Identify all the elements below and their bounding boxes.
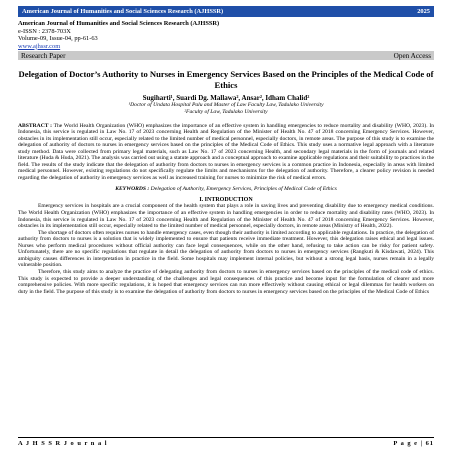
journal-url-link[interactable]: www.ajhssr.com xyxy=(18,42,61,50)
author-list: Sugiharti¹, Suardi Dg. Mallawa², Ansar², Idham Chalid² xyxy=(142,94,310,103)
journal-banner xyxy=(18,6,434,17)
journal-meta xyxy=(18,20,434,50)
page-footer xyxy=(18,437,434,447)
paper-title: Delegation of Doctor’s Authority to Nurses in Emergency Services Based on the Principles of the Medical Code of Ethics xyxy=(18,69,434,90)
abstract-label: ABSTRACT : xyxy=(18,122,52,129)
section-heading: I. INTRODUCTION xyxy=(199,197,253,204)
article-type-bar xyxy=(18,51,434,60)
body-paragraph: The shortage of doctors often requires nurses to handle emergency cases, even though their authority is limited according to applicable regulations. In practice, the delegation of authority from doctors to nurses is a solution that is widely implemented to ensure that patients receive immediate treatment. However, this delegation raises ethical and legal issues. Nurses who perform medical procedures without official authority can face legal consequences, while on the other hand, refusing to take action can be risky for patient safety. Unfortunately, there are no specific regulations that regulate in detail the delegation of authority from doctors to nurses in emergency services (Rangkuti & Kisdawati, 2024). This ambiguity causes differences in interpretation in practice in the field. Some hospitals may implement internal policies, but without a strong legal basis, nurses remain in a legally vulnerable position. xyxy=(18,229,434,269)
article-type: Research Paper xyxy=(21,51,66,60)
body-paragraph: Therefore, this study aims to analyze the practice of delegating authority from doctors to nurses in emergency services based on the principles of the medical code of ethics. This study is expected to provide a deeper understanding of the challenges and legal consequences of this practice and become input for the formulation of clearer and more comprehensive policies. With more specific regulations, it is hoped that emergency services can run more effectively without causing ethical or legal dilemmas for health workers on duty in the field. The purpose of this study is to examine the delegation of authority from doctors to nurses in emergency services based on the principles of the Medical Code of Ethics xyxy=(18,268,434,295)
journal-title: American Journal of Humanities and Social Sciences Research (AJHSSR) xyxy=(18,20,220,27)
keywords-label: KEYWORDS : xyxy=(115,186,150,193)
footer-journal: A J H S S R J o u r n a l xyxy=(18,440,108,447)
page-number: P a g e | 61 xyxy=(393,440,434,447)
page xyxy=(18,6,434,295)
keywords-text: Delegation of Authority, Emergency Services, Principles of Medical Code of Ethics xyxy=(150,186,337,193)
abstract-text: The World Health Organization (WHO) emphasizes the importance of an effective system in handling emergencies to reduce mortality and disability (WHO, 2023). In Indonesia, this service is regulated in Law No. 17 of 2023 concerning Health and Regulation of the Minister of Health No. 47 of 2018 concerning Emergency Services. However, obstacles in its implementation still occur, especially related to the limited number of medical personnel, especially doctors, in remote areas. The purpose of this study is to examine the delegation of authority of doctors to nurses in emergency services based on the principles of the Medical Code of Ethics. This study uses a normative legal approach with a literature study method. Data were collected from primary legal materials, such as Law No. 17 of 2023 concerning Health, and secondary legal materials in the form of journals and related literature (Huda & Huda, 2021). The analysis was carried out using a statute approach and a conceptual approach to examine applicable regulations and their suitability to practices in the field. The results of the study indicate that the delegation of authority from doctors to nurses in emergency services is a common practice in Indonesia, especially in areas with limited medical personnel. However, existing regulations do not specifically regulate the limits and mechanisms for the delegation of authority. Therefore, a clearer policy revision is needed regarding the delegation of authority in emergency services as well as increased training for nurses to minimize the risk of medical errors. xyxy=(18,122,434,181)
banner-year: 2025 xyxy=(417,8,430,15)
keywords xyxy=(18,186,434,192)
body-paragraph: Emergency services in hospitals are a crucial component of the health system that plays a role in saving lives and preventing disability due to emergency medical conditions. The World Health Organization (WHO) emphasizes the importance of an effective system in handling emergencies in order to reduce mortality and disability rates (WHO, 2023). In Indonesia, this service is regulated in Law No. 17 of 2023 concerning Health and Regulation of the Minister of Health No. 47 of 2018 concerning Emergency Services. However, obstacles in its implementation still occur, especially related to the limited number of medical personnel, especially doctors, in remote areas (Ministry of Health, 2022). xyxy=(18,203,434,230)
affiliation-1: ¹Doctor of Undata Hospital Palu and Master of Law Faculty Law, Tadulako University xyxy=(128,102,324,109)
abstract xyxy=(18,123,434,182)
banner-journal-name: American Journal of Humanities and Social Sciences Research (AJHSSR) xyxy=(22,8,224,15)
volume-info: Volume-09, Issue-04, pp-61-63 xyxy=(18,35,98,43)
affiliation-2: ²Faculty of Law, Tadulako University xyxy=(184,108,268,115)
issn: e-ISSN : 2378-703X xyxy=(18,27,71,35)
access-type: Open Access xyxy=(393,51,431,60)
